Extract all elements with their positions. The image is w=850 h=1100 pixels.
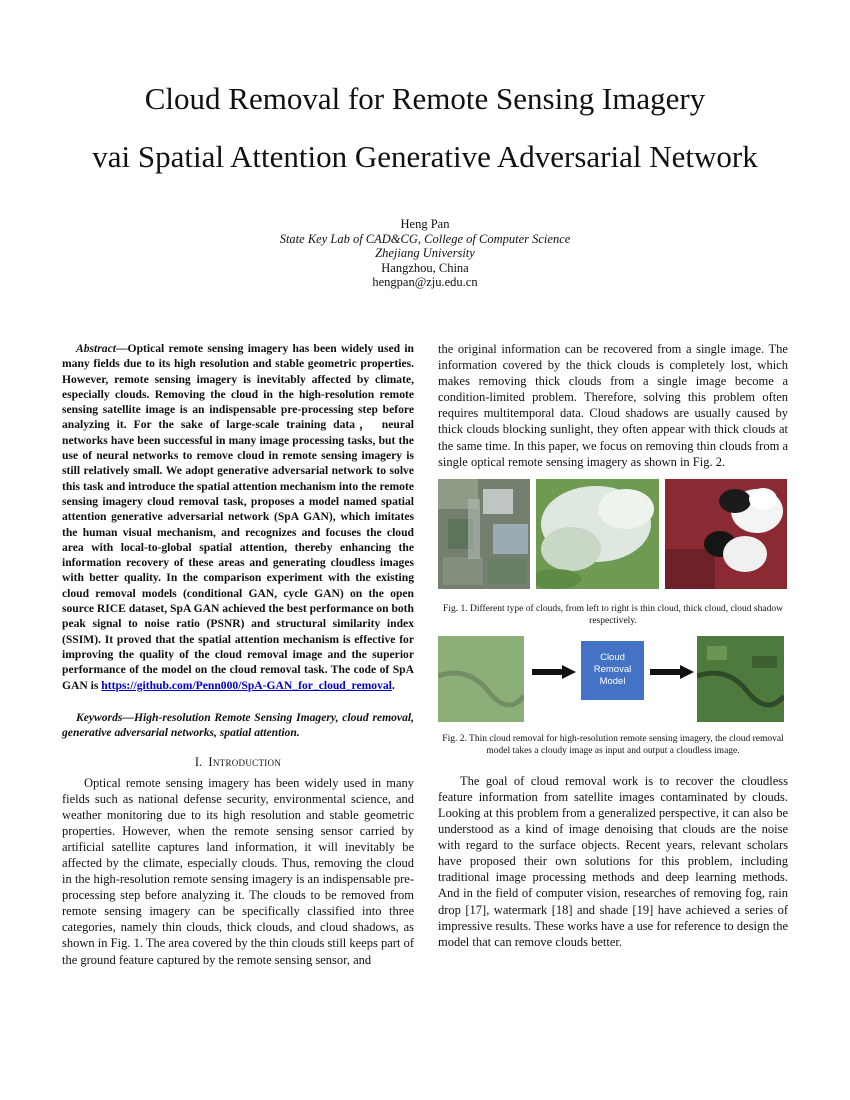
intro-paragraph: Optical remote sensing imagery has been widely used in many fields such as national defense security, environmental science, and weather monitoring due to its high resolution and stable geometric properties. However, when the remote sensing sensor carried by artificial satellite captures land information, it will inevitably be affected by the climate, especially clouds. Thus, removing the cloud in the high-resolution remote sensing imagery is an indispensable pre-processing step before analyzing it. The clouds to be removed from remote sensing imagery can be specifically classified into three categories, namely thin clouds, thick clouds, and cloud shadows, as shown in Fig. 1. The area covered by the thin clouds still keeps part of the ground feature captured by the remote sensing sensor, and	[62, 775, 414, 967]
paper-title	[0, 70, 850, 186]
figure-1	[438, 479, 788, 589]
keywords-text: —High-resolution Remote Sensing Imagery, cloud removal, generative adversarial networks, spatial attention.	[62, 710, 414, 740]
abstract	[62, 341, 414, 693]
right-column	[438, 341, 788, 950]
model-box-label: Cloud Removal Model	[593, 652, 632, 688]
abstract-end: .	[391, 678, 395, 692]
keywords-label: Keywords	[76, 710, 123, 724]
title-line-2: vai Spatial Attention Generative Adversarial Network	[92, 139, 758, 174]
author-block	[0, 217, 850, 290]
cloudless-output-image	[697, 636, 784, 722]
right-paragraph-2: The goal of cloud removal work is to recover the cloudless feature information from satellite images contaminated by clouds. Looking at this problem from a generalized perspective, it can also be understood as a kind of image denoising that clouds are the noise with regard to the surface objects. Recent years, relevant scholars have proposed their own solutions for this problem, including traditional image processing methods and deep learning methods. And in the field of computer vision, researches of removing fog, rain drop [17], watermark [18] and shade [19] have achieved a series of impressive results. These works have a use for reference to design the model that can remove clouds better.	[438, 773, 788, 949]
cloud-shadow-image	[665, 479, 787, 589]
section-title: Introduction	[208, 755, 282, 770]
right-paragraph-1: the original information can be recovered from a single image. The information covered by the thick clouds is completely lost, which makes removing thick clouds from a single image become a condition-limited problem. Therefore, solving this problem often requires multitemporal data. Cloud shadows are usually caused by thick clouds blocking sunlight, they often appear with thick clouds at the same time. In this paper, we focus on removing thin clouds from a single optical remote sensing imagery as shown in Fig. 2.	[438, 342, 788, 469]
cloud-removal-model-box	[581, 641, 644, 700]
keywords	[62, 710, 414, 741]
abstract-text: —Optical remote sensing imagery has been widely used in many fields due to its high resolution and stable geometric properties. However, remote sensing imagery is inevitably affected by climate, especially clouds. Removing the cloud in the high-resolution remote sensing satellite image is an indispensable pre-processing step before analyzing it. For the sake of large-scale training data， neural networks have been successful in many image processing tasks, but the use of neural networks to remove cloud in remote sensing imagery is still relatively small. We adopt generative adversarial network to solve this task and introduce the spatial attention mechanism into the remote sensing imagery cloud removal task, proposes a model named spatial attention generative adversarial network (SpA GAN), which imitates the human visual mechanism, and recognizes and focuses the cloud area with local-to-global spatial attention, thereby enhancing the information recovery of these areas and generating cloudless images with better quality. In the comparison experiment with the existing cloud removal models (conditional GAN, cycle GAN) on the open source RICE dataset, SpA GAN achieved the best performance on both peak signal to noise ratio (PSNR) and structural similarity index (SSIM). It proved that the spatial attention mechanism is effective for improving the quality of the cloud removal image and the superior performance of the model on the cloud removal task. The code of SpA GAN is	[62, 342, 414, 692]
thin-cloud-image	[438, 479, 530, 589]
arrow-right-icon	[532, 665, 576, 679]
abstract-label: Abstract	[76, 342, 116, 355]
figure-2	[438, 636, 788, 711]
figure-2-caption: Fig. 2. Thin cloud removal for high-resolution remote sensing imagery, the cloud removal model takes a cloudy image as input and output a cloudless image.	[442, 733, 784, 756]
author-email: hengpan@zju.edu.cn	[372, 275, 478, 289]
author-affiliation-1: State Key Lab of CAD&CG, College of Computer Science	[279, 231, 571, 246]
author-affiliation-2: Zhejiang University	[375, 246, 475, 260]
section-heading	[62, 754, 414, 770]
section-number: I.	[194, 755, 203, 770]
arrow-right-icon	[650, 665, 694, 679]
thick-cloud-image	[536, 479, 659, 589]
author-name: Heng Pan	[400, 217, 450, 231]
left-column	[62, 341, 414, 968]
code-link[interactable]: https://github.com/Penn000/SpA-GAN_for_cloud_removal	[101, 678, 392, 692]
title-line-1: Cloud Removal for Remote Sensing Imagery	[144, 81, 706, 116]
author-location: Hangzhou, China	[381, 260, 469, 275]
cloudy-input-image	[438, 636, 524, 722]
figure-1-caption: Fig. 1. Different type of clouds, from left to right is thin cloud, thick cloud, cloud shadow respectively.	[443, 603, 783, 626]
